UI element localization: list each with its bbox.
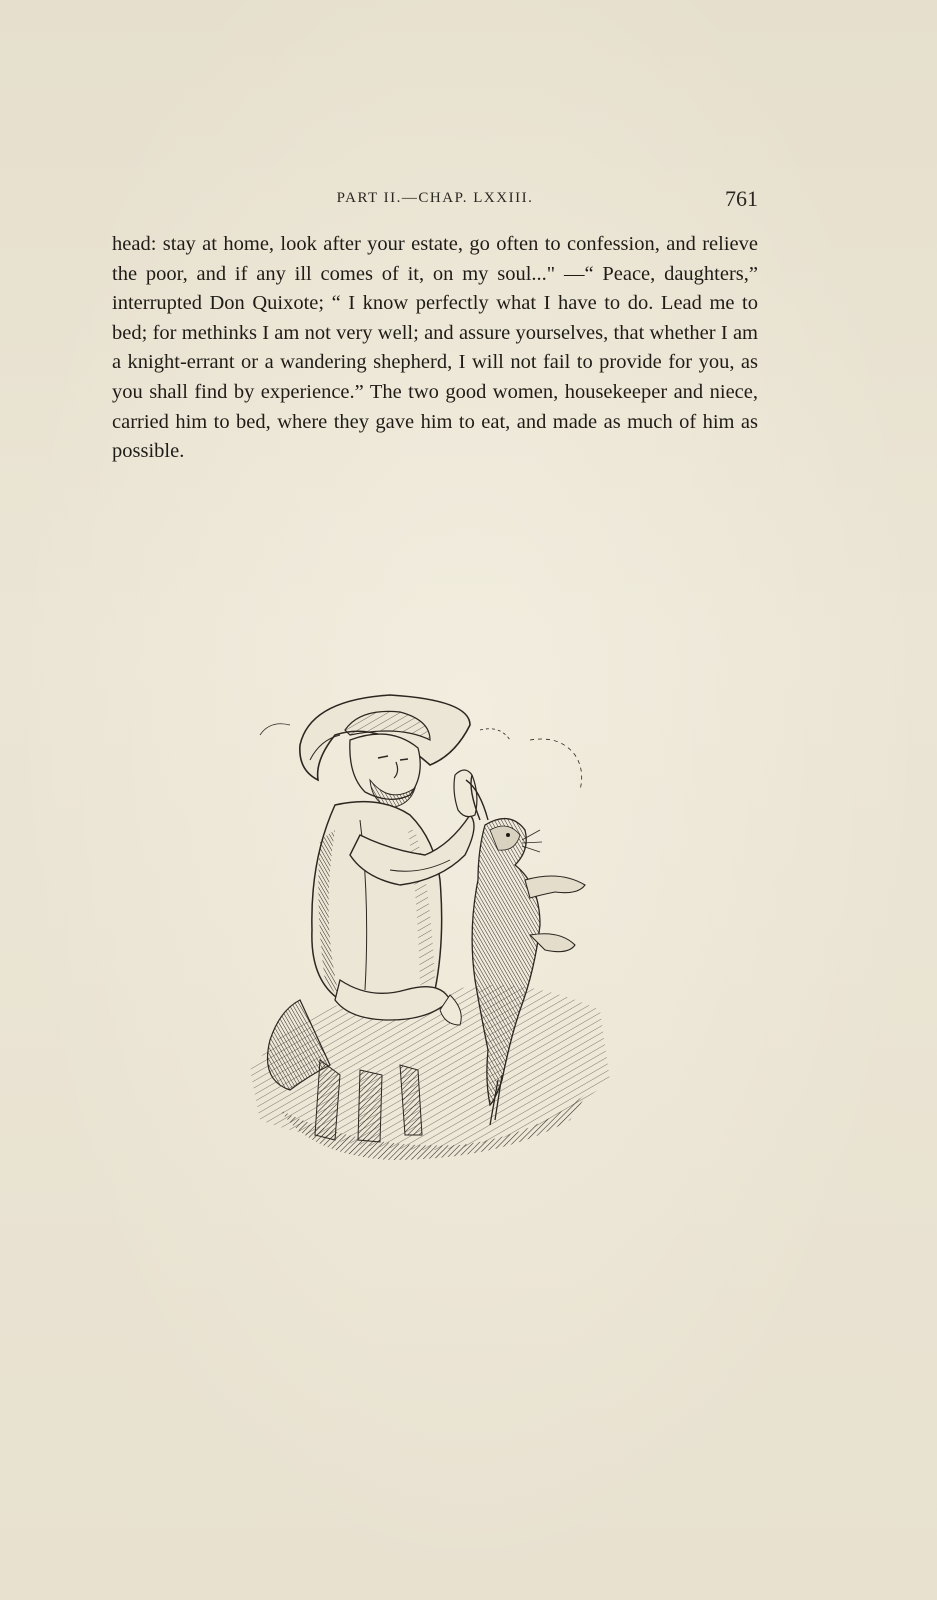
running-title: PART II.—CHAP. LXXIII. xyxy=(336,190,534,206)
engraving-man-with-hare-icon xyxy=(240,680,630,1180)
illustration xyxy=(240,680,630,1180)
body-text xyxy=(112,230,758,467)
paragraph: head: stay at home, look after your estate, go often to confession, and relieve the poor, and if any ill comes of it, on my soul..." —“ Peace, daughters,” interrupted Don Quixote; “ I know perfectly what I have to do. Lead me to bed; for methinks I am not very well; and assure yourselves, that whether I am a knight-errant or a wandering shepherd, I will not fail to provide for you, as you shall find by experience.” The two good women, housekeeper and niece, carried him to bed, where they gave him to eat, and made as much of him as possible. xyxy=(112,233,758,463)
page-number: 761 xyxy=(725,186,758,211)
running-head xyxy=(112,186,758,216)
